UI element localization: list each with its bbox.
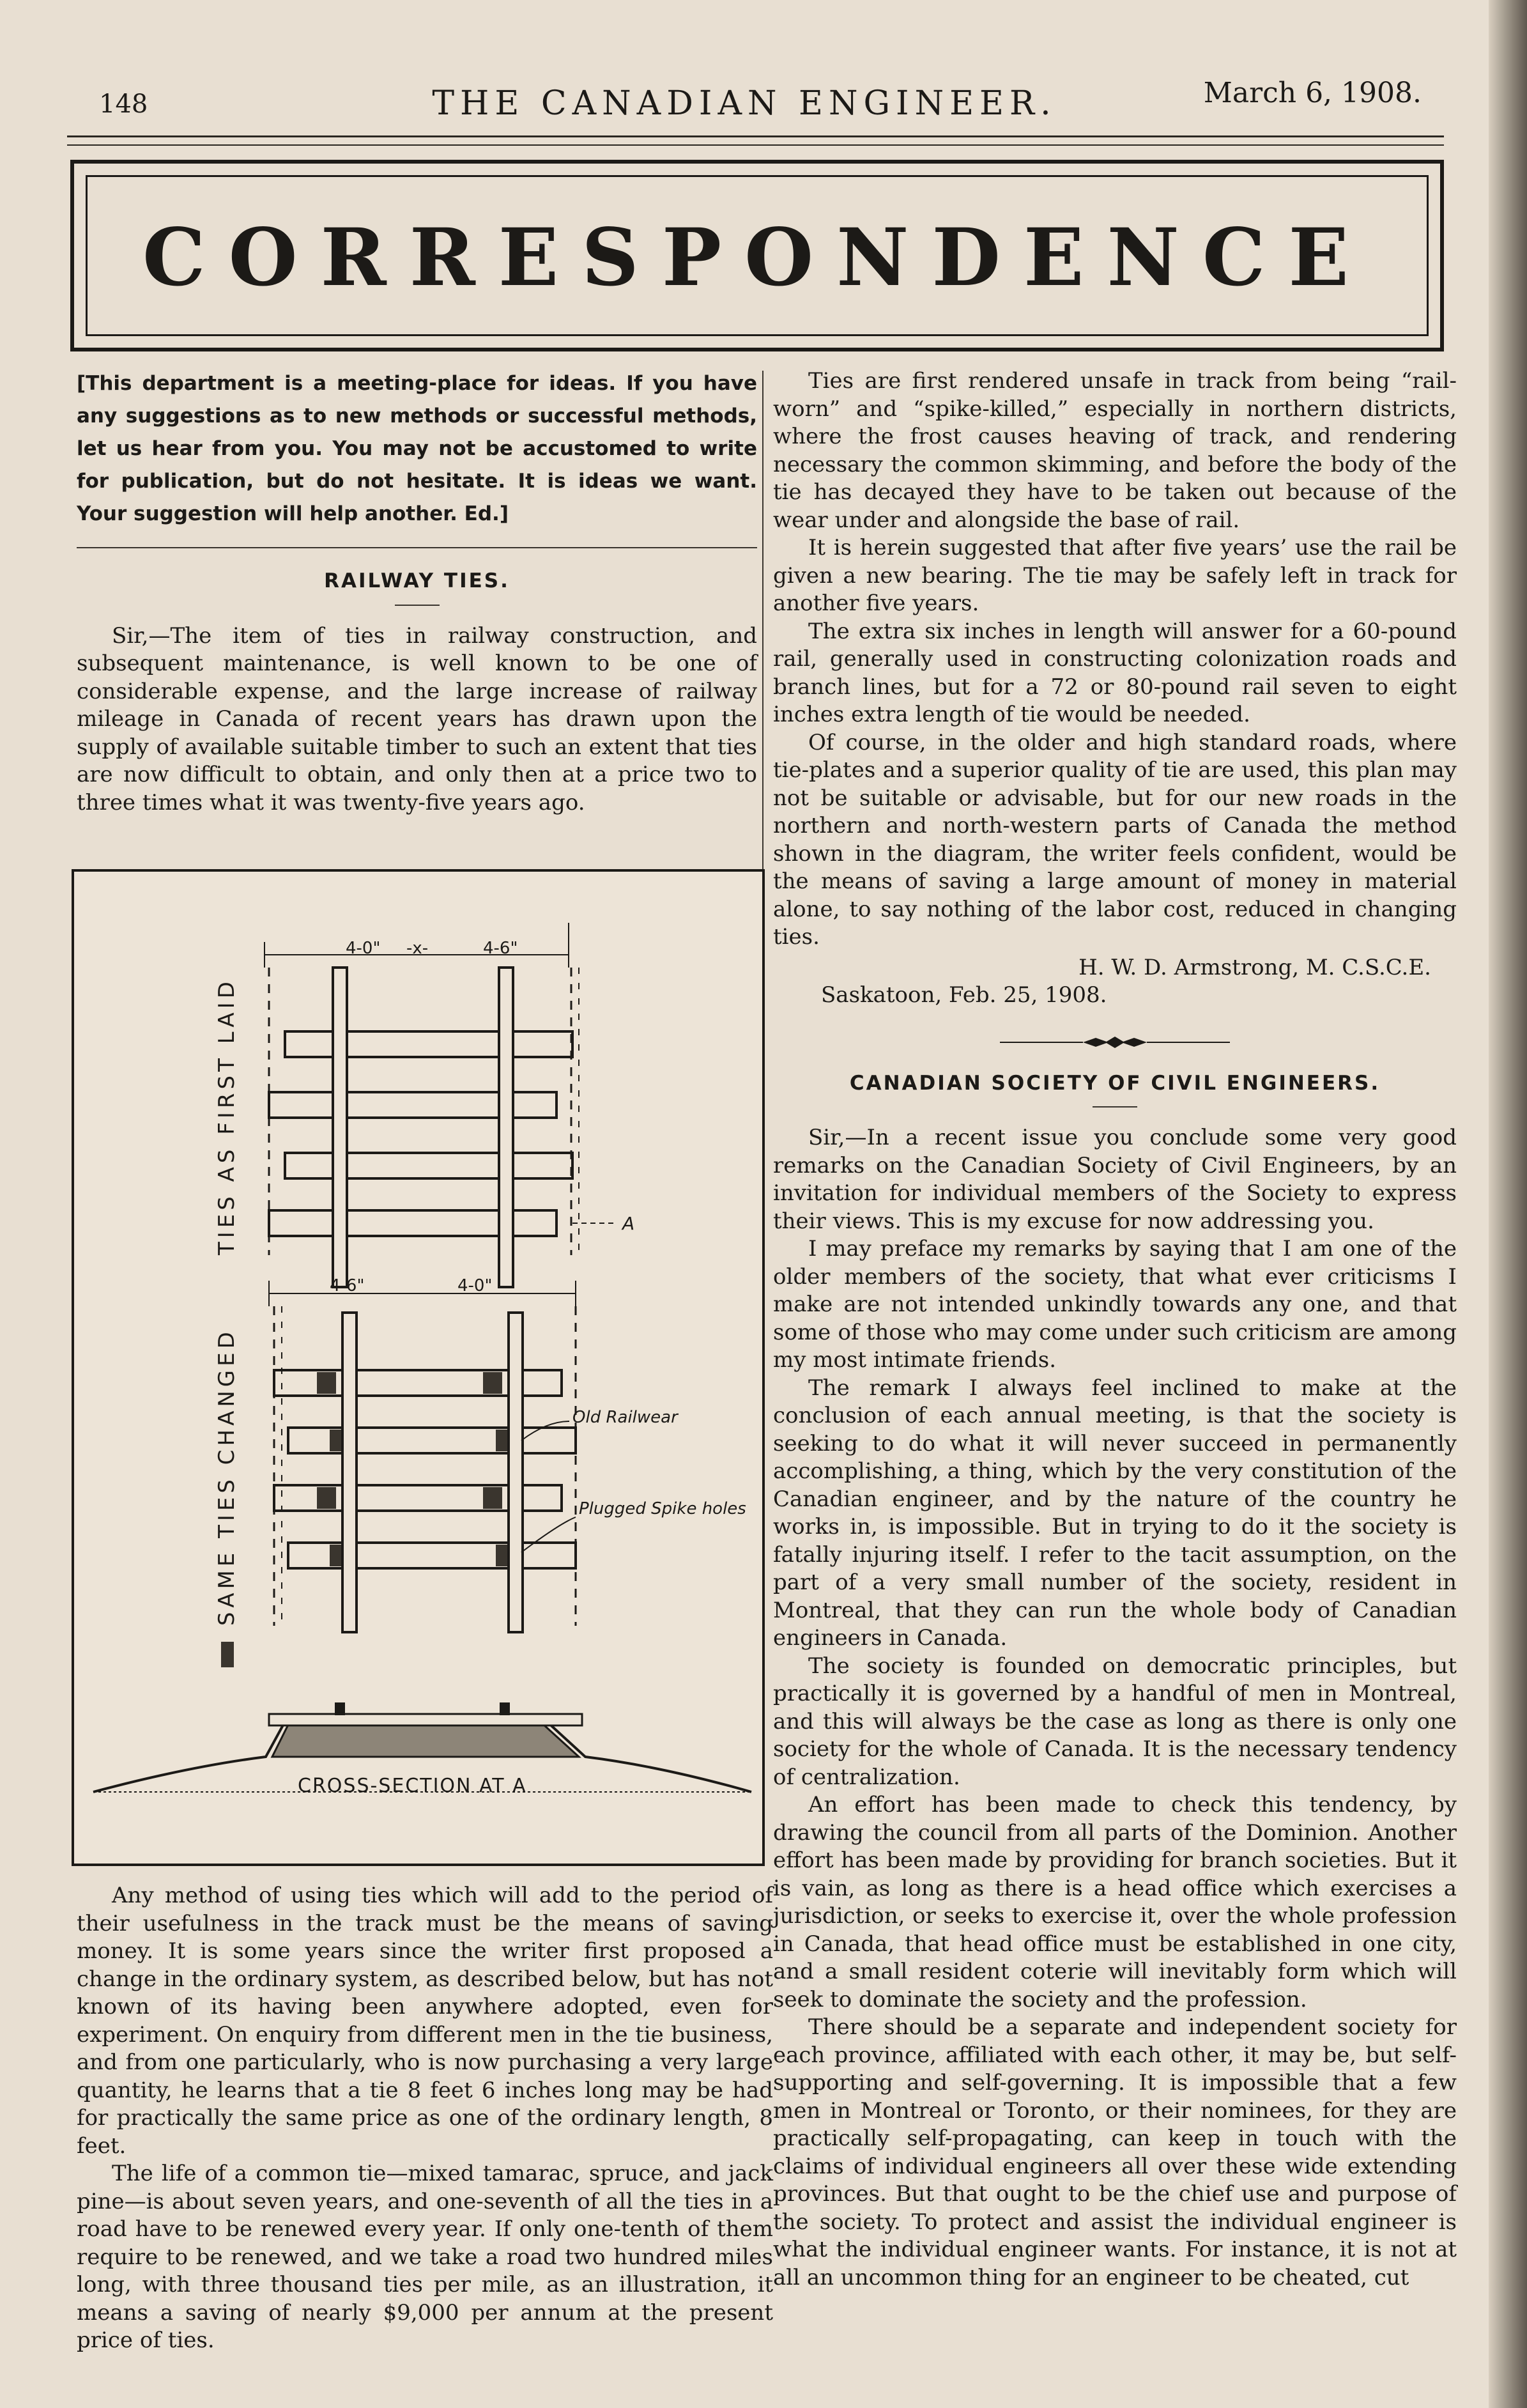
place-date: Saskatoon, Feb. 25, 1908. <box>821 982 1107 1008</box>
article-paragraph: Sir,—In a recent issue you conclude some very good remarks on the Canadian Society of Civil Engineers, by an invitation for individual members of the Society to express their views. This is my excuse for now addressing you. <box>773 1125 1457 1234</box>
article-paragraph: The extra six inches in length will answer for a 60-pound rail, generally used in constructing colonization roads and branch lines, but for a 72 or 80-pound rail seven to eight inches extra length of tie would be needed. <box>773 618 1457 727</box>
section-title: CORRESPONDENCE <box>142 212 1372 304</box>
article-paragraph: The remark I always feel inclined to make at the conclusion of each annual meeting, is that the society is seeking to do what it will never succeed in permanently accomplishing, a thing, which by the very constitution of the Canadian engineer, and by the nature of the country he works in, is impossible. But in trying to do it the society is fatally injuring itself. I refer to the tacit assumption, on the part of a very small number of the society, resident in Montreal, that they can run the whole body of Canadian engineers in Canada. <box>773 1375 1457 1651</box>
header-rule <box>67 135 1444 137</box>
journal-title: THE CANADIAN ENGINEER. <box>432 84 1057 123</box>
ties-as-first-laid <box>269 968 572 1287</box>
article-paragraph: I may preface my remarks by saying that I am one of the older members of the society, that what ever criticisms I make are not intended unkindly towards any one, and that some of those who may come under such criticism are among my most intimate friends. <box>773 1236 1457 1373</box>
article-paragraph: Ties are first rendered unsafe in track from being “rail-worn” and “spike-killed,” especially in northern districts, where the frost causes heaving of track, and rendering necessary the common skimming, and before the body of the tie has decayed they have to be taken out because of the wear under and alongside the base of rail. <box>773 368 1457 533</box>
article-heading-railway-ties: RAILWAY TIES. <box>324 569 510 592</box>
running-header <box>67 77 1422 134</box>
article-paragraph: The life of a common tie—mixed tamarac, spruce, and jack pine—is about seven years, and one-seventh of all the ties in a road have to be renewed every year. If only one-tenth of them require to be renewed, and we take a road two hundred miles long, with three thousand ties per mile, as an illustration, it means a saving of nearly $9,000 per annum at the present price of ties. <box>77 2161 773 2353</box>
dim-label: -x- <box>406 939 429 958</box>
article-paragraph: There should be a separate and independent society for each province, affiliated with each other, it may be, but self-supporting and self-governing. It is impossible that a few men in Montreal or Toronto, or their nominees, for they are practically self-propagating, can keep in touch with the claims of individual engineers all over these wide extending provinces. But that ought to be the chief use and purpose of the society. To protect and assist the individual engineer is what the individual engineer wants. For instance, it is not at all an uncommon thing for an engineer to be cheated, cut <box>773 2014 1457 2290</box>
heading-dash <box>1093 1106 1137 1108</box>
dim-label: 4-6" <box>483 939 518 958</box>
left-column-continued <box>77 1882 773 2355</box>
article-paragraph: It is herein suggested that after five years’ use the rail be given a new bearing. The tie may be safely left in track for another five years. <box>773 535 1457 616</box>
section-banner <box>70 160 1444 351</box>
section-marker: A <box>622 1213 635 1234</box>
diagram-drawing <box>74 872 762 1864</box>
article-paragraph: Any method of using ties which will add to the period of their usefulness in the track must be the means of saving money. It is some years since the writer first proposed a change in the ordinary system, as described below, but has not known of its having been anywhere adopted, even for experiment. On enquiry from different men in the tie business, and from one particularly, who is now purchasing a very large quantity, he learns that a tie 8 feet 6 inches long may be had for practically the same price as one of the ordinary length, 8 feet. <box>77 1883 773 2159</box>
label-same-ties-changed: SAME TIES CHANGED <box>214 1328 240 1626</box>
dim-label: 4-0" <box>457 1276 493 1295</box>
note-spike-holes: Plugged Spike holes <box>579 1499 746 1518</box>
divider <box>77 547 757 548</box>
right-column <box>773 367 1457 2292</box>
railway-ties-diagram <box>72 869 765 1866</box>
label-ties-as-first-laid: TIES AS FIRST LAID <box>214 978 240 1255</box>
article-paragraph: An effort has been made to check this tendency, by drawing the council from all parts of the Dominion. Another effort has been made by providing for branch societies. But it is vain, as long as there is a head office which exercises a jurisdiction, or seeks to exercise it, over the whole profession in Canada, that head office must be established in one city, and a small resident coterie will inevitably form which will seek to dominate the society and the profession. <box>773 1792 1457 2012</box>
book-spine-shadow <box>1489 0 1527 2408</box>
ornament-divider <box>773 1033 1457 1052</box>
article-heading-cse: CANADIAN SOCIETY OF CIVIL ENGINEERS. <box>849 1071 1381 1095</box>
left-column <box>77 367 757 817</box>
dim-label: 4-0" <box>346 939 381 958</box>
header-rule-double <box>67 144 1444 146</box>
dim-label: 4-6" <box>330 1276 365 1295</box>
note-rail-wear: Old Railwear <box>572 1408 678 1427</box>
article-paragraph: The society is founded on democratic principles, but practically it is governed by a handful of men in Montreal, and this will always be the case as long as there is only one society for the whole of Canada. It is the necessary tendency of centralization. <box>773 1653 1457 1790</box>
page-number: 148 <box>99 89 148 119</box>
signature: H. W. D. Armstrong, M. C.S.C.E. <box>1078 954 1431 980</box>
heading-dash <box>395 605 440 606</box>
article-paragraph: Sir,—The item of ties in railway construction, and subsequent maintenance, is well known to be one of considerable expense, and the large increase of railway mileage in Canada of recent years has drawn upon the supply of available suitable timber to such an extent that ties are now difficult to obtain, and only then at a price two to three times what it was twenty-five years ago. <box>77 622 757 815</box>
column-divider <box>762 371 764 946</box>
issue-date: March 6, 1908. <box>1203 77 1422 109</box>
same-ties-changed <box>274 1313 576 1632</box>
editor-note: [This department is a meeting-place for ideas. If you have any suggestions as to new methods or successful methods, let us hear from you. You may not be accustomed to write for publication, but do not hesitate. It is ideas we want. Your suggestion will help another. Ed.] <box>77 372 757 525</box>
label-cross-section: CROSS-SECTION AT A <box>298 1775 527 1797</box>
article-paragraph: Of course, in the older and high standard roads, where tie-plates and a superior quality of tie are used, this plan may not be suitable or advisable, but for our new roads in the northern and north-western parts of Canada the method shown in the diagram, the writer feels confident, would be the means of saving a large amount of money in material alone, to say nothing of the labor cost, reduced in changing ties. <box>773 729 1457 950</box>
